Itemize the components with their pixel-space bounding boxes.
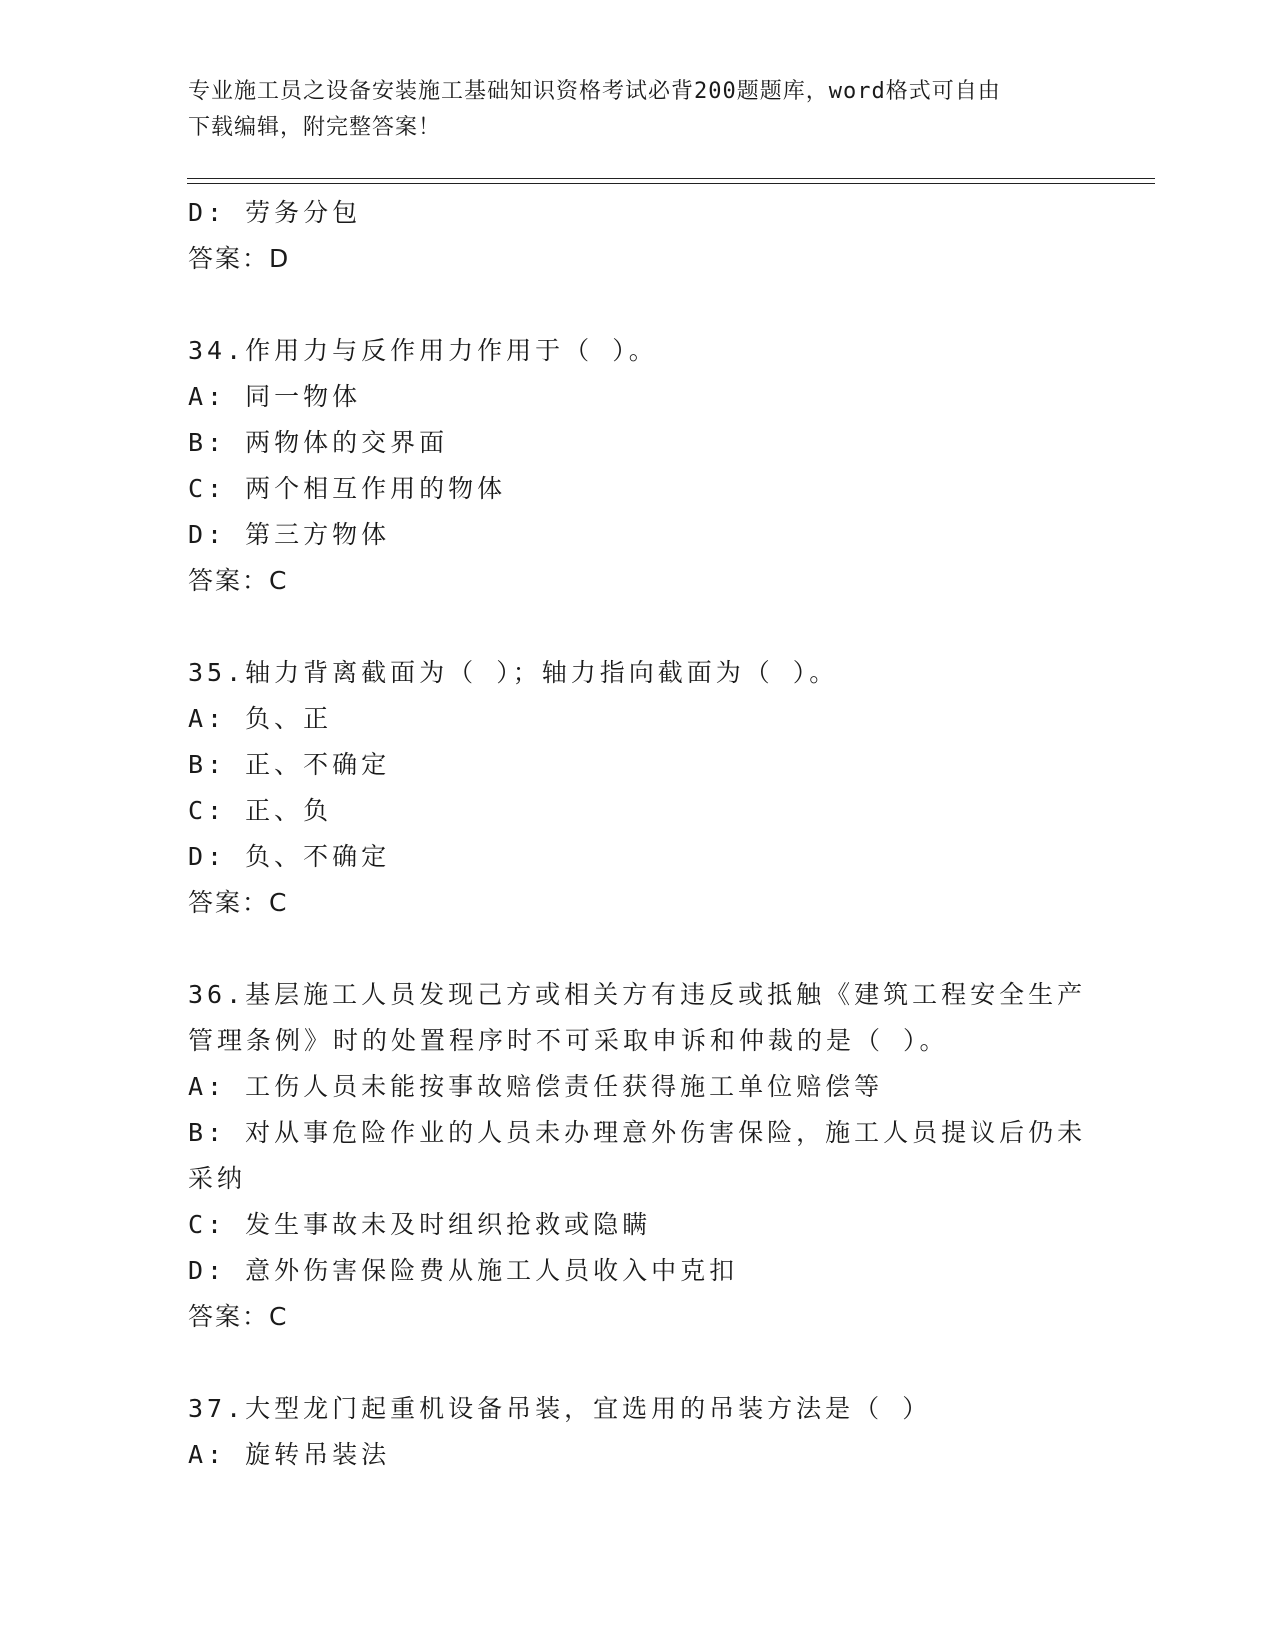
option-c: C: 正、负	[188, 796, 333, 825]
option-b-continued: 采纳	[188, 1164, 247, 1193]
question-stem: 34.作用力与反作用力作用于（ ）。	[188, 336, 658, 365]
prev-option-d: D: 劳务分包	[188, 198, 362, 227]
header-line-1: 专业施工员之设备安装施工基础知识资格考试必背200题题库，word格式可自由	[188, 79, 1001, 104]
spacer	[188, 1340, 1088, 1386]
option-a: A: 同一物体	[188, 382, 362, 411]
spacer	[188, 926, 1088, 972]
option-a: A: 旋转吊装法	[188, 1440, 391, 1469]
option-b: B: 对从事危险作业的人员未办理意外伤害保险，施工人员提议后仍未	[188, 1118, 1087, 1147]
question-34	[188, 328, 1088, 604]
option-c: C: 发生事故未及时组织抢救或隐瞒	[188, 1210, 652, 1239]
option-d: D: 负、不确定	[188, 842, 391, 871]
question-list	[188, 190, 1088, 1478]
question-stem: 35.轴力背离截面为（ ）；轴力指向截面为（ ）。	[188, 658, 839, 687]
question-stem-line-1: 36.基层施工人员发现己方或相关方有违反或抵触《建筑工程安全生产	[188, 980, 1087, 1009]
prev-answer: 答案：D	[188, 244, 291, 273]
option-d: D: 意外伤害保险费从施工人员收入中克扣	[188, 1256, 739, 1285]
question-36	[188, 972, 1088, 1340]
option-a: A: 工伤人员未能按事故赔偿责任获得施工单位赔偿等	[188, 1072, 884, 1101]
question-35	[188, 650, 1088, 926]
option-c: C: 两个相互作用的物体	[188, 474, 507, 503]
document-header	[188, 74, 1068, 146]
question-37	[188, 1386, 1088, 1478]
answer: 答案：C	[188, 1302, 289, 1331]
header-line-2: 下载编辑，附完整答案！	[188, 115, 442, 140]
answer: 答案：C	[188, 566, 289, 595]
spacer	[188, 604, 1088, 650]
answer: 答案：C	[188, 888, 289, 917]
header-rule-bottom	[187, 183, 1155, 184]
option-b: B: 正、不确定	[188, 750, 391, 779]
spacer	[188, 282, 1088, 328]
question-stem: 37.大型龙门起重机设备吊装，宜选用的吊装方法是（ ）	[188, 1394, 932, 1423]
option-d: D: 第三方物体	[188, 520, 391, 549]
header-rule-top	[187, 178, 1155, 179]
option-a: A: 负、正	[188, 704, 333, 733]
option-b: B: 两物体的交界面	[188, 428, 449, 457]
question-stem-line-2: 管理条例》时的处置程序时不可采取申诉和仲裁的是（ ）。	[188, 1026, 949, 1055]
